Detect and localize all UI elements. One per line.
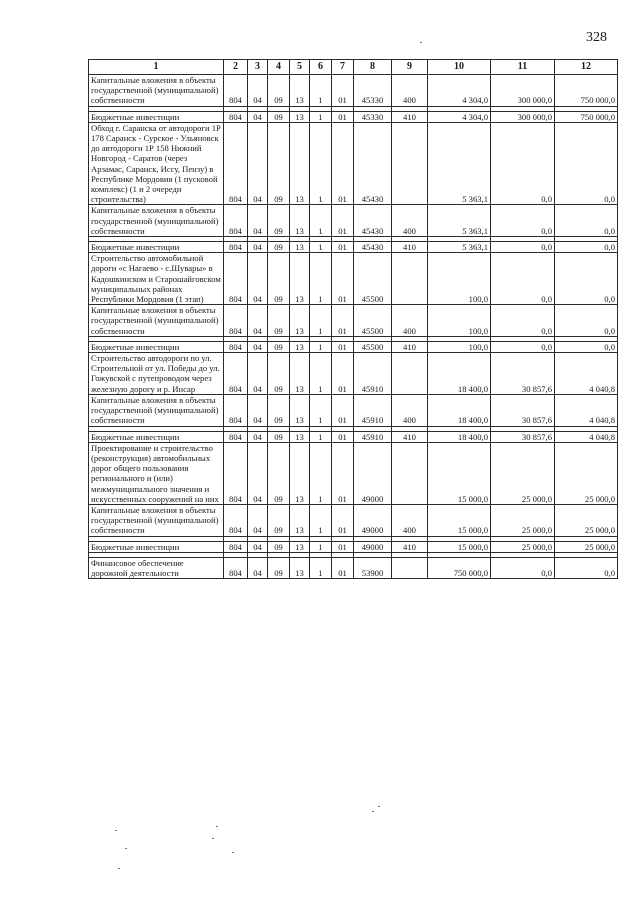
row-name: Бюджетные инвестиции — [89, 111, 224, 122]
cell-col-6: 1 — [310, 242, 332, 253]
cell-col-11: 300 000,0 — [491, 111, 555, 122]
cell-col-7: 01 — [332, 242, 354, 253]
cell-col-12: 0,0 — [555, 122, 618, 205]
table-row — [89, 305, 618, 337]
cell-col-8: 45430 — [354, 122, 392, 205]
cell-col-7: 01 — [332, 253, 354, 305]
cell-col-2: 804 — [224, 122, 248, 205]
cell-col-4: 09 — [268, 557, 290, 578]
cell-col-12: 25 000,0 — [555, 504, 618, 536]
cell-col-2: 804 — [224, 557, 248, 578]
cell-col-12: 25 000,0 — [555, 442, 618, 504]
table-row — [89, 205, 618, 237]
cell-col-2: 804 — [224, 541, 248, 552]
cell-col-3: 04 — [248, 504, 268, 536]
cell-col-11: 25 000,0 — [491, 504, 555, 536]
cell-col-4: 09 — [268, 205, 290, 237]
cell-col-9 — [392, 442, 428, 504]
cell-col-9: 400 — [392, 305, 428, 337]
cell-col-3: 04 — [248, 122, 268, 205]
cell-col-10: 15 000,0 — [428, 442, 491, 504]
scan-speck — [420, 42, 422, 43]
table-row — [89, 242, 618, 253]
cell-col-7: 01 — [332, 305, 354, 337]
cell-col-11: 30 857,6 — [491, 431, 555, 442]
cell-col-12: 0,0 — [555, 305, 618, 337]
cell-col-11: 30 857,6 — [491, 353, 555, 395]
cell-col-4: 09 — [268, 431, 290, 442]
column-header: 4 — [268, 60, 290, 75]
cell-col-2: 804 — [224, 394, 248, 426]
table-row — [89, 111, 618, 122]
cell-col-10: 100,0 — [428, 341, 491, 352]
table-row — [89, 394, 618, 426]
cell-col-10: 750 000,0 — [428, 557, 491, 578]
row-name: Капитальные вложения в объекты государственной (муниципальной) собственности — [89, 305, 224, 337]
cell-col-2: 804 — [224, 205, 248, 237]
cell-col-2: 804 — [224, 353, 248, 395]
cell-col-2: 804 — [224, 242, 248, 253]
cell-col-8: 45330 — [354, 111, 392, 122]
cell-col-8: 45500 — [354, 341, 392, 352]
cell-col-5: 13 — [290, 205, 310, 237]
cell-col-8: 49000 — [354, 504, 392, 536]
cell-col-4: 09 — [268, 504, 290, 536]
cell-col-8: 45500 — [354, 305, 392, 337]
cell-col-6: 1 — [310, 557, 332, 578]
row-name: Капитальные вложения в объекты государственной (муниципальной) собственности — [89, 75, 224, 107]
cell-col-2: 804 — [224, 111, 248, 122]
cell-col-9: 400 — [392, 205, 428, 237]
cell-col-6: 1 — [310, 122, 332, 205]
column-header: 7 — [332, 60, 354, 75]
cell-col-6: 1 — [310, 541, 332, 552]
cell-col-8: 45430 — [354, 205, 392, 237]
cell-col-8: 45330 — [354, 75, 392, 107]
cell-col-9: 410 — [392, 541, 428, 552]
budget-table — [88, 59, 618, 579]
cell-col-5: 13 — [290, 541, 310, 552]
cell-col-6: 1 — [310, 341, 332, 352]
table-row — [89, 75, 618, 107]
cell-col-9 — [392, 557, 428, 578]
row-name: Обход г. Саранска от автодороги 1Р 178 Саранск - Сурское - Ульяновск до автодороги 1Р 158 Нижний Новгород - Саратов (через Арзамас, Саранск, Иссу, Пензу) в Республике Мордовия (1 пусковой комплекс) (1 и 2 очереди строительства) — [89, 122, 224, 205]
cell-col-5: 13 — [290, 504, 310, 536]
table-row — [89, 504, 618, 536]
cell-col-4: 09 — [268, 394, 290, 426]
scan-speck — [232, 852, 234, 853]
scan-speck — [372, 811, 374, 812]
scan-speck — [378, 806, 380, 807]
cell-col-6: 1 — [310, 205, 332, 237]
cell-col-3: 04 — [248, 75, 268, 107]
row-name: Капитальные вложения в объекты государственной (муниципальной) собственности — [89, 394, 224, 426]
table-row — [89, 442, 618, 504]
page-number: 328 — [586, 30, 607, 45]
cell-col-11: 0,0 — [491, 253, 555, 305]
table-row — [89, 353, 618, 395]
cell-col-5: 13 — [290, 442, 310, 504]
cell-col-11: 0,0 — [491, 341, 555, 352]
cell-col-10: 5 363,1 — [428, 205, 491, 237]
cell-col-7: 01 — [332, 111, 354, 122]
cell-col-12: 25 000,0 — [555, 541, 618, 552]
cell-col-5: 13 — [290, 253, 310, 305]
cell-col-9: 400 — [392, 75, 428, 107]
cell-col-8: 49000 — [354, 541, 392, 552]
cell-col-3: 04 — [248, 111, 268, 122]
cell-col-5: 13 — [290, 431, 310, 442]
cell-col-7: 01 — [332, 341, 354, 352]
cell-col-5: 13 — [290, 75, 310, 107]
cell-col-7: 01 — [332, 394, 354, 426]
cell-col-10: 15 000,0 — [428, 541, 491, 552]
table-row — [89, 341, 618, 352]
scan-speck — [115, 830, 117, 831]
cell-col-8: 53900 — [354, 557, 392, 578]
cell-col-5: 13 — [290, 353, 310, 395]
cell-col-11: 25 000,0 — [491, 442, 555, 504]
cell-col-6: 1 — [310, 504, 332, 536]
cell-col-9: 410 — [392, 242, 428, 253]
cell-col-11: 0,0 — [491, 557, 555, 578]
cell-col-9: 400 — [392, 394, 428, 426]
cell-col-12: 4 040,8 — [555, 431, 618, 442]
cell-col-6: 1 — [310, 111, 332, 122]
cell-col-5: 13 — [290, 305, 310, 337]
column-header: 2 — [224, 60, 248, 75]
cell-col-6: 1 — [310, 394, 332, 426]
cell-col-3: 04 — [248, 205, 268, 237]
cell-col-4: 09 — [268, 305, 290, 337]
cell-col-2: 804 — [224, 442, 248, 504]
cell-col-10: 100,0 — [428, 253, 491, 305]
row-name: Строительство автомобильной дороги «с Нагаево - с.Шувары» в Кадошкинском и Старошайговском муниципальных районах Республики Мордовия (1 этап) — [89, 253, 224, 305]
cell-col-8: 45500 — [354, 253, 392, 305]
cell-col-5: 13 — [290, 394, 310, 426]
cell-col-2: 804 — [224, 253, 248, 305]
cell-col-12: 750 000,0 — [555, 111, 618, 122]
cell-col-3: 04 — [248, 431, 268, 442]
cell-col-6: 1 — [310, 442, 332, 504]
column-header: 9 — [392, 60, 428, 75]
cell-col-3: 04 — [248, 341, 268, 352]
cell-col-12: 750 000,0 — [555, 75, 618, 107]
cell-col-9 — [392, 353, 428, 395]
cell-col-4: 09 — [268, 442, 290, 504]
cell-col-7: 01 — [332, 122, 354, 205]
cell-col-5: 13 — [290, 341, 310, 352]
row-name: Капитальные вложения в объекты государственной (муниципальной) собственности — [89, 205, 224, 237]
cell-col-10: 18 400,0 — [428, 394, 491, 426]
row-name: Бюджетные инвестиции — [89, 242, 224, 253]
table-row — [89, 557, 618, 578]
cell-col-7: 01 — [332, 541, 354, 552]
cell-col-4: 09 — [268, 111, 290, 122]
cell-col-3: 04 — [248, 442, 268, 504]
cell-col-12: 0,0 — [555, 557, 618, 578]
table-row — [89, 253, 618, 305]
cell-col-3: 04 — [248, 394, 268, 426]
cell-col-5: 13 — [290, 111, 310, 122]
cell-col-7: 01 — [332, 504, 354, 536]
cell-col-5: 13 — [290, 122, 310, 205]
cell-col-11: 30 857,6 — [491, 394, 555, 426]
cell-col-12: 0,0 — [555, 341, 618, 352]
cell-col-7: 01 — [332, 431, 354, 442]
column-header: 6 — [310, 60, 332, 75]
scan-speck — [216, 826, 218, 827]
cell-col-5: 13 — [290, 557, 310, 578]
table-row — [89, 541, 618, 552]
row-name: Строительство автодороги по ул. Строительной от ул. Победы до ул. Гожувской с путепроводом через железную дорогу и р. Инсар — [89, 353, 224, 395]
cell-col-11: 300 000,0 — [491, 75, 555, 107]
column-header: 12 — [555, 60, 618, 75]
cell-col-11: 0,0 — [491, 242, 555, 253]
cell-col-8: 45430 — [354, 242, 392, 253]
cell-col-6: 1 — [310, 305, 332, 337]
cell-col-6: 1 — [310, 431, 332, 442]
cell-col-10: 5 363,1 — [428, 122, 491, 205]
scan-speck — [118, 868, 120, 869]
cell-col-11: 0,0 — [491, 305, 555, 337]
table-header-row — [89, 60, 618, 75]
cell-col-10: 5 363,1 — [428, 242, 491, 253]
cell-col-6: 1 — [310, 75, 332, 107]
cell-col-3: 04 — [248, 541, 268, 552]
cell-col-2: 804 — [224, 504, 248, 536]
cell-col-9 — [392, 122, 428, 205]
cell-col-10: 15 000,0 — [428, 504, 491, 536]
row-name: Бюджетные инвестиции — [89, 431, 224, 442]
cell-col-3: 04 — [248, 242, 268, 253]
cell-col-7: 01 — [332, 557, 354, 578]
cell-col-5: 13 — [290, 242, 310, 253]
cell-col-2: 804 — [224, 341, 248, 352]
cell-col-11: 0,0 — [491, 122, 555, 205]
cell-col-4: 09 — [268, 122, 290, 205]
cell-col-7: 01 — [332, 442, 354, 504]
cell-col-4: 09 — [268, 75, 290, 107]
cell-col-7: 01 — [332, 75, 354, 107]
cell-col-12: 0,0 — [555, 253, 618, 305]
cell-col-10: 100,0 — [428, 305, 491, 337]
cell-col-10: 18 400,0 — [428, 353, 491, 395]
cell-col-4: 09 — [268, 253, 290, 305]
cell-col-6: 1 — [310, 353, 332, 395]
cell-col-9: 410 — [392, 341, 428, 352]
cell-col-8: 45910 — [354, 431, 392, 442]
cell-col-12: 0,0 — [555, 242, 618, 253]
cell-col-10: 18 400,0 — [428, 431, 491, 442]
cell-col-9: 400 — [392, 504, 428, 536]
row-name: Проектирование и строительство (реконструкция) автомобильных дорог общего пользования региональнoго и (или) межмуниципального значения и искусственных сооружений на них — [89, 442, 224, 504]
column-header: 8 — [354, 60, 392, 75]
table-row — [89, 431, 618, 442]
cell-col-3: 04 — [248, 353, 268, 395]
column-header: 1 — [89, 60, 224, 75]
row-name: Финансовое обеспечение дорожной деятельности — [89, 557, 224, 578]
column-header: 10 — [428, 60, 491, 75]
cell-col-7: 01 — [332, 205, 354, 237]
cell-col-11: 0,0 — [491, 205, 555, 237]
cell-col-10: 4 304,0 — [428, 75, 491, 107]
scan-speck — [212, 838, 214, 839]
cell-col-2: 804 — [224, 305, 248, 337]
cell-col-12: 0,0 — [555, 205, 618, 237]
cell-col-9: 410 — [392, 431, 428, 442]
row-name: Бюджетные инвестиции — [89, 341, 224, 352]
cell-col-12: 4 040,8 — [555, 394, 618, 426]
cell-col-4: 09 — [268, 242, 290, 253]
cell-col-2: 804 — [224, 75, 248, 107]
column-header: 3 — [248, 60, 268, 75]
cell-col-8: 45910 — [354, 353, 392, 395]
row-name: Капитальные вложения в объекты государственной (муниципальной) собственности — [89, 504, 224, 536]
cell-col-9: 410 — [392, 111, 428, 122]
cell-col-9 — [392, 253, 428, 305]
cell-col-3: 04 — [248, 253, 268, 305]
cell-col-3: 04 — [248, 305, 268, 337]
cell-col-4: 09 — [268, 341, 290, 352]
column-header: 5 — [290, 60, 310, 75]
scan-speck — [125, 848, 127, 849]
cell-col-7: 01 — [332, 353, 354, 395]
cell-col-8: 45910 — [354, 394, 392, 426]
cell-col-8: 49000 — [354, 442, 392, 504]
row-name: Бюджетные инвестиции — [89, 541, 224, 552]
cell-col-12: 4 040,8 — [555, 353, 618, 395]
table-row — [89, 122, 618, 205]
cell-col-4: 09 — [268, 541, 290, 552]
cell-col-2: 804 — [224, 431, 248, 442]
cell-col-4: 09 — [268, 353, 290, 395]
cell-col-6: 1 — [310, 253, 332, 305]
column-header: 11 — [491, 60, 555, 75]
cell-col-3: 04 — [248, 557, 268, 578]
cell-col-11: 25 000,0 — [491, 541, 555, 552]
cell-col-10: 4 304,0 — [428, 111, 491, 122]
